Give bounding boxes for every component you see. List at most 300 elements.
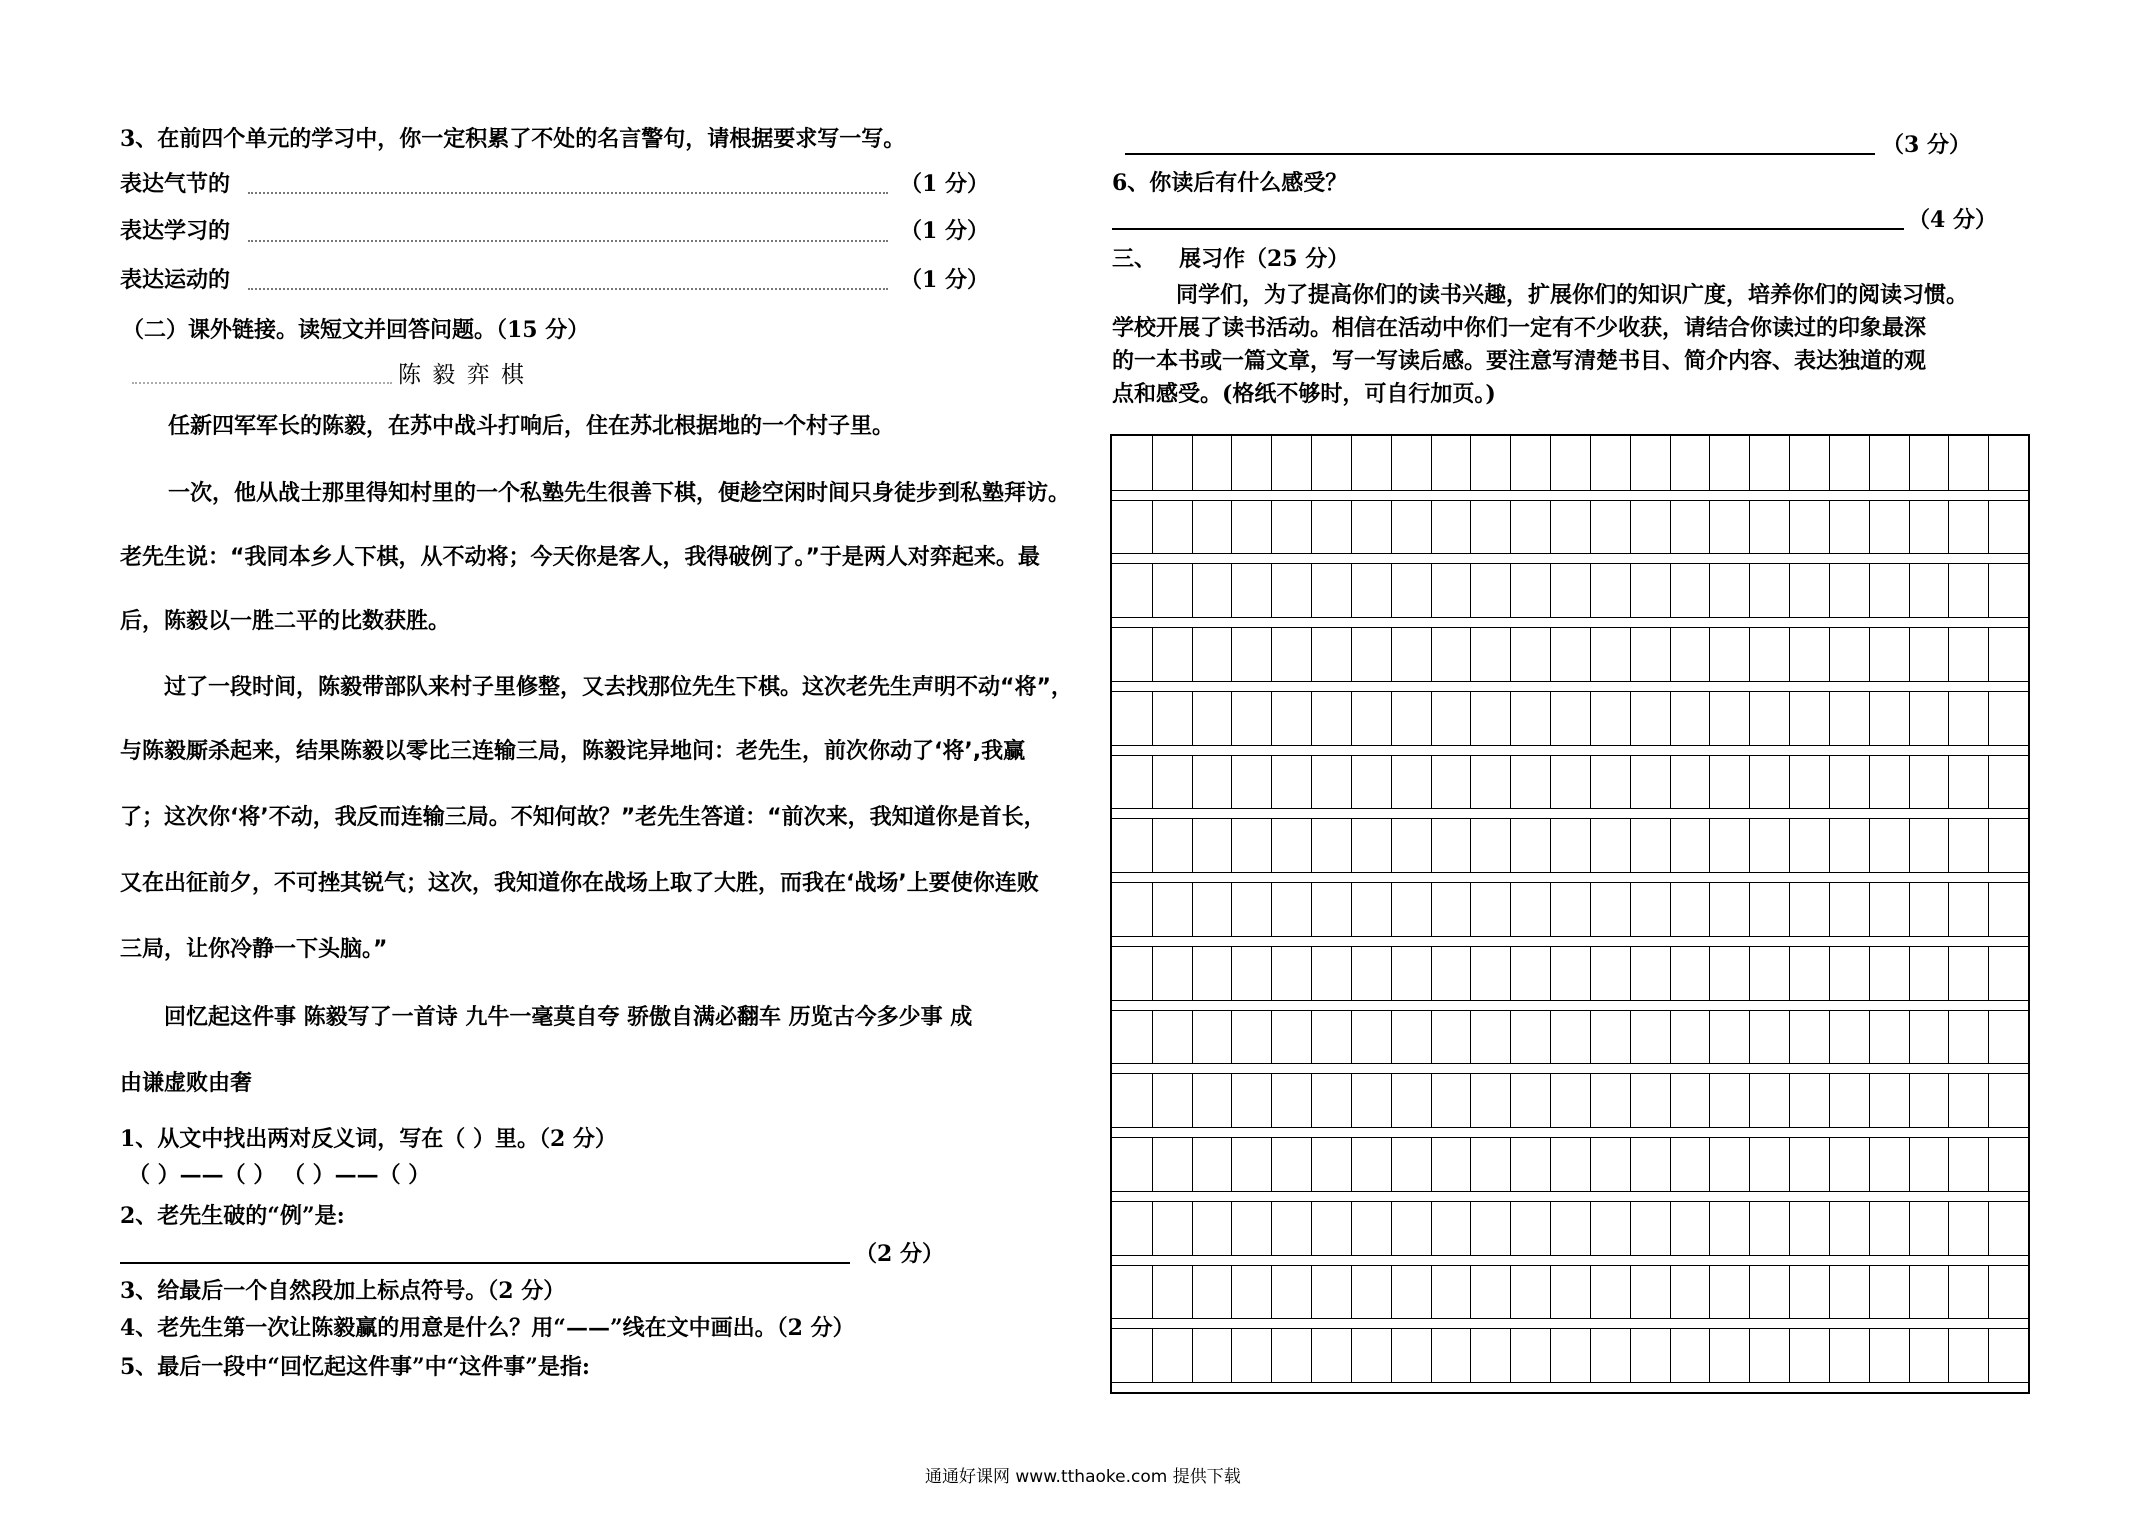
grid-cell-divider	[1431, 946, 1432, 1000]
grid-cell-divider	[1749, 1137, 1750, 1191]
grid-line	[1112, 872, 2028, 873]
story-line: 三局，让你冷静一下头脑。”	[120, 937, 388, 962]
grid-cell-divider	[1311, 882, 1312, 936]
grid-cell-divider	[1630, 436, 1631, 490]
grid-cell-divider	[1909, 500, 1910, 554]
grid-cell-divider	[1550, 1137, 1551, 1191]
grid-cell-divider	[1311, 1137, 1312, 1191]
grid-row[interactable]	[1112, 1328, 2028, 1382]
grid-cell-divider	[1391, 818, 1392, 872]
grid-cell-divider	[1670, 691, 1671, 745]
grid-cell-divider	[1829, 627, 1830, 681]
grid-cell-divider	[1789, 1137, 1790, 1191]
section3-line: 学校开展了读书活动。相信在活动中你们一定有不少收获，请结合你读过的印象最深	[1112, 315, 1927, 341]
grid-cell-divider	[1431, 1201, 1432, 1255]
writing-grid[interactable]	[1110, 434, 2030, 1394]
grid-cell-divider	[1909, 946, 1910, 1000]
grid-cell-divider	[1351, 563, 1352, 617]
grid-cell-divider	[1231, 1328, 1232, 1382]
grid-cell-divider	[1709, 691, 1710, 745]
grid-line	[1112, 1063, 2028, 1064]
grid-cell-divider	[1510, 755, 1511, 809]
q3-item-label: 表达运动的	[120, 267, 231, 293]
grid-cell-divider	[1351, 1265, 1352, 1319]
story-title: 陈 毅 弈 棋	[398, 362, 526, 388]
grid-cell-divider	[1431, 818, 1432, 872]
grid-cell-divider	[1510, 946, 1511, 1000]
grid-cell-divider	[1988, 1201, 1989, 1255]
grid-cell-divider	[1271, 1073, 1272, 1127]
q3-item-score: （1 分）	[900, 171, 989, 197]
grid-cell-divider	[1948, 1328, 1949, 1382]
grid-row[interactable]	[1112, 818, 2028, 872]
title-dots	[132, 382, 392, 384]
grid-cell-divider	[1789, 882, 1790, 936]
grid-cell-divider	[1829, 755, 1830, 809]
q3-item-label: 表达气节的	[120, 171, 231, 197]
story-line: 了；这次你‘将’不动，我反而连输三局。不知何故？”老先生答道：“前次来，我知道你是首长，	[120, 805, 1046, 830]
grid-cell-divider	[1869, 882, 1870, 936]
grid-row[interactable]	[1112, 1073, 2028, 1127]
grid-cell-divider	[1590, 818, 1591, 872]
grid-cell-divider	[1231, 818, 1232, 872]
grid-cell-divider	[1391, 500, 1392, 554]
grid-cell-divider	[1391, 1010, 1392, 1064]
grid-cell-divider	[1152, 755, 1153, 809]
grid-cell-divider	[1709, 563, 1710, 617]
grid-cell-divider	[1550, 1201, 1551, 1255]
grid-cell-divider	[1829, 1073, 1830, 1127]
answer-line[interactable]	[248, 192, 888, 194]
grid-cell-divider	[1351, 1201, 1352, 1255]
grid-cell-divider	[1869, 627, 1870, 681]
grid-cell-divider	[1948, 627, 1949, 681]
grid-cell-divider	[1271, 1010, 1272, 1064]
grid-line	[1112, 553, 2028, 554]
grid-cell-divider	[1829, 436, 1830, 490]
grid-cell-divider	[1988, 1265, 1989, 1319]
grid-cell-divider	[1271, 1328, 1272, 1382]
section2-title: （二）课外链接。读短文并回答问题。（15 分）	[122, 317, 590, 343]
grid-cell-divider	[1670, 1201, 1671, 1255]
grid-cell-divider	[1670, 436, 1671, 490]
section3-line: 的一本书或一篇文章，写一写读后感。要注意写清楚书目、简介内容、表达独道的观	[1112, 348, 1927, 374]
grid-cell-divider	[1948, 755, 1949, 809]
grid-cell-divider	[1470, 691, 1471, 745]
grid-cell-divider	[1948, 882, 1949, 936]
grid-cell-divider	[1909, 436, 1910, 490]
grid-cell-divider	[1271, 627, 1272, 681]
grid-cell-divider	[1311, 818, 1312, 872]
grid-row[interactable]	[1112, 500, 2028, 554]
grid-cell-divider	[1909, 1328, 1910, 1382]
grid-cell-divider	[1630, 946, 1631, 1000]
grid-cell-divider	[1869, 1201, 1870, 1255]
grid-cell-divider	[1670, 818, 1671, 872]
grid-cell-divider	[1869, 755, 1870, 809]
grid-cell-divider	[1192, 436, 1193, 490]
grid-cell-divider	[1789, 1265, 1790, 1319]
grid-cell-divider	[1271, 1137, 1272, 1191]
question-2-score: （2 分）	[855, 1241, 944, 1267]
question-1-blanks[interactable]: （ ）——（ ） （ ）——（ ）	[128, 1162, 431, 1188]
grid-cell-divider	[1988, 1010, 1989, 1064]
grid-cell-divider	[1192, 882, 1193, 936]
grid-cell-divider	[1510, 1328, 1511, 1382]
grid-cell-divider	[1749, 563, 1750, 617]
grid-cell-divider	[1948, 1265, 1949, 1319]
grid-cell-divider	[1709, 1010, 1710, 1064]
grid-cell-divider	[1391, 563, 1392, 617]
grid-cell-divider	[1192, 563, 1193, 617]
grid-cell-divider	[1351, 627, 1352, 681]
grid-line	[1112, 1191, 2028, 1192]
grid-cell-divider	[1869, 1265, 1870, 1319]
grid-cell-divider	[1391, 946, 1392, 1000]
grid-row[interactable]	[1112, 1137, 2028, 1191]
grid-row[interactable]	[1112, 1010, 2028, 1064]
grid-cell-divider	[1152, 882, 1153, 936]
grid-cell-divider	[1988, 500, 1989, 554]
grid-cell-divider	[1670, 1265, 1671, 1319]
grid-cell-divider	[1749, 691, 1750, 745]
grid-cell-divider	[1590, 1201, 1591, 1255]
story-line: 任新四军军长的陈毅，在苏中战斗打响后，住在苏北根据地的一个村子里。	[168, 414, 895, 439]
grid-cell-divider	[1630, 818, 1631, 872]
grid-cell-divider	[1709, 818, 1710, 872]
grid-line	[1112, 1127, 2028, 1128]
story-line: 由谦虚败由奢	[120, 1071, 253, 1096]
grid-cell-divider	[1709, 436, 1710, 490]
grid-cell-divider	[1988, 691, 1989, 745]
grid-row[interactable]	[1112, 691, 2028, 745]
grid-cell-divider	[1670, 1137, 1671, 1191]
grid-cell-divider	[1510, 1265, 1511, 1319]
grid-row[interactable]	[1112, 627, 2028, 681]
grid-cell-divider	[1630, 755, 1631, 809]
section3-title: 三、 展习作（25 分）	[1112, 246, 1350, 272]
grid-cell-divider	[1311, 1201, 1312, 1255]
answer-line[interactable]	[1125, 153, 1875, 155]
grid-cell-divider	[1988, 627, 1989, 681]
grid-cell-divider	[1470, 500, 1471, 554]
grid-cell-divider	[1470, 818, 1471, 872]
grid-cell-divider	[1948, 1137, 1949, 1191]
grid-cell-divider	[1948, 436, 1949, 490]
grid-cell-divider	[1192, 946, 1193, 1000]
grid-cell-divider	[1789, 627, 1790, 681]
grid-cell-divider	[1470, 1073, 1471, 1127]
grid-cell-divider	[1590, 1073, 1591, 1127]
grid-cell-divider	[1948, 500, 1949, 554]
grid-cell-divider	[1470, 1137, 1471, 1191]
grid-cell-divider	[1550, 500, 1551, 554]
grid-line	[1112, 681, 2028, 682]
grid-cell-divider	[1311, 1265, 1312, 1319]
grid-cell-divider	[1789, 436, 1790, 490]
grid-cell-divider	[1152, 1010, 1153, 1064]
grid-cell-divider	[1470, 946, 1471, 1000]
grid-cell-divider	[1231, 1073, 1232, 1127]
grid-cell-divider	[1550, 436, 1551, 490]
grid-line	[1112, 1318, 2028, 1319]
q3-item-label: 表达学习的	[120, 218, 231, 244]
grid-cell-divider	[1630, 691, 1631, 745]
grid-cell-divider	[1670, 627, 1671, 681]
grid-cell-divider	[1470, 563, 1471, 617]
grid-cell-divider	[1431, 500, 1432, 554]
answer-line[interactable]	[248, 240, 888, 242]
grid-row[interactable]	[1112, 1265, 2028, 1319]
grid-cell-divider	[1829, 1137, 1830, 1191]
grid-cell-divider	[1391, 1328, 1392, 1382]
grid-cell-divider	[1869, 1137, 1870, 1191]
grid-cell-divider	[1192, 691, 1193, 745]
grid-cell-divider	[1789, 1328, 1790, 1382]
grid-cell-divider	[1909, 1010, 1910, 1064]
grid-cell-divider	[1431, 1328, 1432, 1382]
grid-cell-divider	[1231, 627, 1232, 681]
grid-cell-divider	[1630, 1010, 1631, 1064]
answer-line[interactable]	[1112, 228, 1904, 230]
grid-cell-divider	[1749, 946, 1750, 1000]
grid-cell-divider	[1470, 755, 1471, 809]
grid-cell-divider	[1988, 882, 1989, 936]
grid-cell-divider	[1391, 1265, 1392, 1319]
grid-cell-divider	[1829, 818, 1830, 872]
grid-cell-divider	[1709, 946, 1710, 1000]
grid-line	[1112, 1255, 2028, 1256]
grid-cell-divider	[1590, 946, 1591, 1000]
grid-cell-divider	[1231, 436, 1232, 490]
grid-cell-divider	[1152, 1137, 1153, 1191]
grid-cell-divider	[1869, 1073, 1870, 1127]
question-4: 4、老先生第一次让陈毅赢的用意是什么？用“——”线在文中画出。（2 分）	[120, 1315, 855, 1341]
grid-line	[1112, 617, 2028, 618]
grid-cell-divider	[1152, 1073, 1153, 1127]
grid-cell-divider	[1510, 1073, 1511, 1127]
grid-cell-divider	[1909, 563, 1910, 617]
question-5: 5、最后一段中“回忆起这件事”中“这件事”是指:	[120, 1354, 591, 1380]
grid-cell-divider	[1351, 1137, 1352, 1191]
grid-cell-divider	[1749, 627, 1750, 681]
grid-cell-divider	[1271, 436, 1272, 490]
grid-cell-divider	[1470, 1265, 1471, 1319]
grid-cell-divider	[1391, 1073, 1392, 1127]
grid-cell-divider	[1311, 627, 1312, 681]
q3-item-score: （1 分）	[900, 267, 989, 293]
grid-cell-divider	[1789, 563, 1790, 617]
grid-cell-divider	[1590, 1328, 1591, 1382]
grid-cell-divider	[1431, 691, 1432, 745]
grid-cell-divider	[1550, 1265, 1551, 1319]
grid-cell-divider	[1311, 436, 1312, 490]
grid-cell-divider	[1231, 500, 1232, 554]
grid-cell-divider	[1550, 627, 1551, 681]
section3-line: 同学们，为了提高你们的读书兴趣，扩展你们的知识广度，培养你们的阅读习惯。	[1176, 282, 1969, 308]
grid-cell-divider	[1231, 563, 1232, 617]
grid-cell-divider	[1351, 1073, 1352, 1127]
grid-cell-divider	[1630, 1328, 1631, 1382]
grid-cell-divider	[1590, 1010, 1591, 1064]
grid-cell-divider	[1231, 882, 1232, 936]
answer-line[interactable]	[248, 288, 888, 290]
grid-cell-divider	[1630, 1073, 1631, 1127]
grid-cell-divider	[1988, 755, 1989, 809]
grid-cell-divider	[1789, 691, 1790, 745]
grid-cell-divider	[1311, 1073, 1312, 1127]
grid-cell-divider	[1391, 436, 1392, 490]
story-line: 又在出征前夕，不可挫其锐气；这次，我知道你在战场上取了大胜，而我在‘战场’上要使你连败	[120, 871, 1039, 896]
grid-cell-divider	[1271, 818, 1272, 872]
grid-cell-divider	[1948, 691, 1949, 745]
grid-cell-divider	[1749, 436, 1750, 490]
grid-cell-divider	[1351, 436, 1352, 490]
grid-cell-divider	[1709, 627, 1710, 681]
grid-cell-divider	[1630, 882, 1631, 936]
grid-cell-divider	[1709, 1073, 1710, 1127]
grid-cell-divider	[1391, 691, 1392, 745]
grid-cell-divider	[1431, 627, 1432, 681]
grid-cell-divider	[1749, 1073, 1750, 1127]
grid-cell-divider	[1630, 500, 1631, 554]
grid-cell-divider	[1829, 1201, 1830, 1255]
grid-cell-divider	[1869, 500, 1870, 554]
question-3b: 3、给最后一个自然段加上标点符号。（2 分）	[120, 1278, 566, 1304]
grid-cell-divider	[1470, 882, 1471, 936]
grid-cell-divider	[1670, 882, 1671, 936]
grid-cell-divider	[1351, 1328, 1352, 1382]
grid-cell-divider	[1470, 627, 1471, 681]
footer-text: 通通好课网 www.tthaoke.com 提供下载	[925, 1467, 1241, 1487]
grid-cell-divider	[1470, 1010, 1471, 1064]
grid-cell-divider	[1869, 1010, 1870, 1064]
grid-cell-divider	[1630, 1137, 1631, 1191]
grid-cell-divider	[1271, 946, 1272, 1000]
grid-cell-divider	[1550, 563, 1551, 617]
grid-cell-divider	[1311, 755, 1312, 809]
grid-cell-divider	[1590, 882, 1591, 936]
grid-cell-divider	[1630, 1265, 1631, 1319]
grid-cell-divider	[1709, 755, 1710, 809]
grid-cell-divider	[1829, 563, 1830, 617]
grid-cell-divider	[1231, 755, 1232, 809]
grid-cell-divider	[1869, 436, 1870, 490]
grid-cell-divider	[1351, 882, 1352, 936]
grid-row[interactable]	[1112, 436, 2028, 490]
grid-line	[1112, 1382, 2028, 1383]
grid-cell-divider	[1351, 755, 1352, 809]
story-line: 回忆起这件事 陈毅写了一首诗 九牛一毫莫自夸 骄傲自满必翻车 历览古今多少事 成	[164, 1005, 973, 1030]
grid-cell-divider	[1550, 1073, 1551, 1127]
grid-cell-divider	[1431, 1137, 1432, 1191]
grid-cell-divider	[1869, 946, 1870, 1000]
grid-cell-divider	[1670, 563, 1671, 617]
grid-cell-divider	[1391, 1137, 1392, 1191]
grid-cell-divider	[1510, 627, 1511, 681]
grid-cell-divider	[1789, 1010, 1790, 1064]
grid-cell-divider	[1550, 1328, 1551, 1382]
grid-cell-divider	[1550, 755, 1551, 809]
grid-cell-divider	[1948, 818, 1949, 872]
answer-line[interactable]	[120, 1262, 850, 1264]
grid-cell-divider	[1351, 818, 1352, 872]
grid-cell-divider	[1670, 500, 1671, 554]
grid-cell-divider	[1789, 818, 1790, 872]
grid-cell-divider	[1431, 1265, 1432, 1319]
grid-row[interactable]	[1112, 1201, 2028, 1255]
grid-cell-divider	[1909, 755, 1910, 809]
story-line: 与陈毅厮杀起来，结果陈毅以零比三连输三局，陈毅诧异地问：老先生，前次你动了‘将’,我赢	[120, 739, 1026, 764]
grid-row[interactable]	[1112, 882, 2028, 936]
question-6: 6、你读后有什么感受？	[1112, 170, 1348, 196]
grid-cell-divider	[1152, 818, 1153, 872]
grid-cell-divider	[1152, 627, 1153, 681]
grid-cell-divider	[1192, 1328, 1193, 1382]
grid-line	[1112, 808, 2028, 809]
story-line: 老先生说：“我同本乡人下棋，从不动将；今天你是客人，我得破例了。”于是两人对弈起来。最	[120, 545, 1040, 570]
grid-cell-divider	[1152, 946, 1153, 1000]
grid-line	[1112, 1000, 2028, 1001]
grid-cell-divider	[1271, 882, 1272, 936]
question-5-score: （3 分）	[1882, 132, 1971, 158]
grid-cell-divider	[1670, 1328, 1671, 1382]
grid-cell-divider	[1988, 818, 1989, 872]
grid-cell-divider	[1231, 946, 1232, 1000]
grid-cell-divider	[1271, 1265, 1272, 1319]
grid-cell-divider	[1988, 436, 1989, 490]
story-line: 后，陈毅以一胜二平的比数获胜。	[120, 609, 451, 634]
grid-cell-divider	[1271, 1201, 1272, 1255]
grid-cell-divider	[1829, 882, 1830, 936]
grid-cell-divider	[1311, 1328, 1312, 1382]
grid-cell-divider	[1869, 563, 1870, 617]
grid-cell-divider	[1271, 755, 1272, 809]
grid-cell-divider	[1231, 1201, 1232, 1255]
grid-cell-divider	[1948, 1201, 1949, 1255]
grid-cell-divider	[1749, 818, 1750, 872]
grid-cell-divider	[1231, 1137, 1232, 1191]
grid-cell-divider	[1909, 818, 1910, 872]
grid-cell-divider	[1231, 691, 1232, 745]
grid-cell-divider	[1749, 1201, 1750, 1255]
grid-cell-divider	[1948, 563, 1949, 617]
grid-cell-divider	[1590, 436, 1591, 490]
grid-cell-divider	[1670, 1010, 1671, 1064]
grid-cell-divider	[1709, 1328, 1710, 1382]
grid-cell-divider	[1789, 1201, 1790, 1255]
grid-cell-divider	[1510, 818, 1511, 872]
grid-cell-divider	[1510, 436, 1511, 490]
grid-cell-divider	[1351, 1010, 1352, 1064]
question-6-score: （4 分）	[1908, 207, 1997, 233]
grid-cell-divider	[1152, 1328, 1153, 1382]
grid-cell-divider	[1431, 436, 1432, 490]
grid-cell-divider	[1948, 1073, 1949, 1127]
grid-cell-divider	[1311, 691, 1312, 745]
grid-cell-divider	[1590, 627, 1591, 681]
grid-row[interactable]	[1112, 755, 2028, 809]
grid-cell-divider	[1909, 1137, 1910, 1191]
grid-row[interactable]	[1112, 946, 2028, 1000]
grid-cell-divider	[1351, 500, 1352, 554]
grid-cell-divider	[1391, 882, 1392, 936]
grid-cell-divider	[1510, 1010, 1511, 1064]
grid-cell-divider	[1909, 1265, 1910, 1319]
grid-cell-divider	[1470, 436, 1471, 490]
grid-row[interactable]	[1112, 563, 2028, 617]
grid-cell-divider	[1152, 1201, 1153, 1255]
